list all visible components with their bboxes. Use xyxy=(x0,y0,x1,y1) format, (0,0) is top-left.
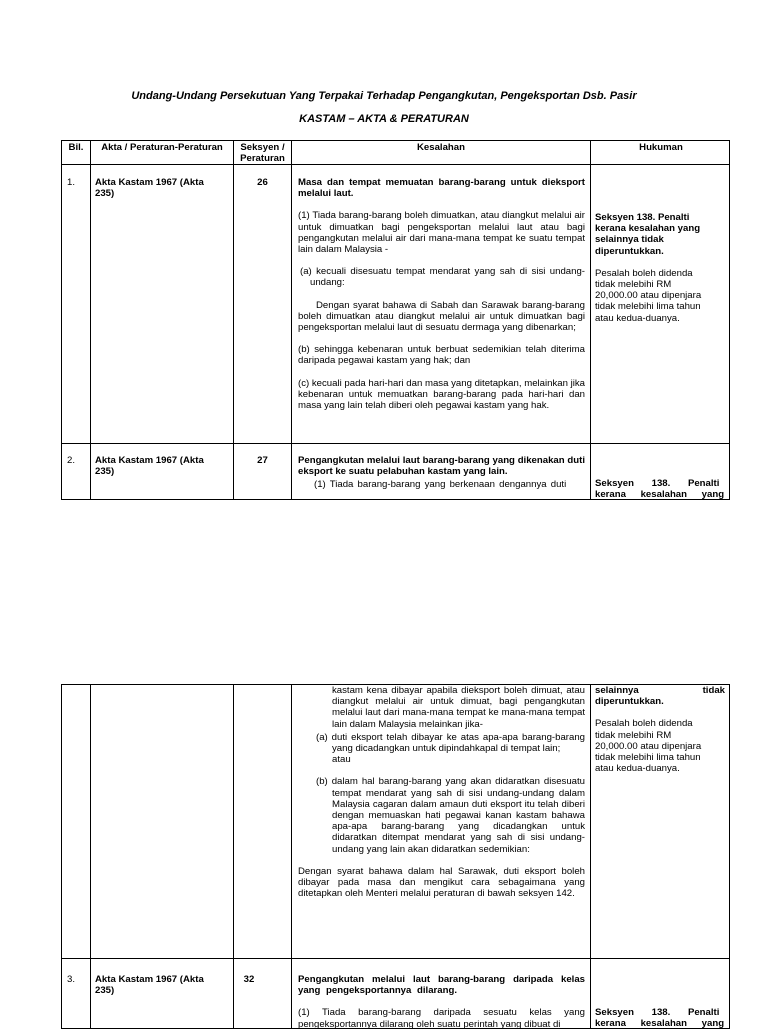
row1-heading: Masa dan tempat memuatan barang-barang untuk dieksport melalui laut. xyxy=(298,177,585,200)
row2-subsection-1-start: (1) Tiada barang-barang yang berkenaan dengannya duti xyxy=(314,479,567,491)
row2-kesalahan xyxy=(298,455,585,491)
row3-kesalahan xyxy=(298,974,585,1029)
header-akta: Akta / Peraturan-Peraturan xyxy=(101,142,223,153)
law-table-page-1 xyxy=(61,140,730,500)
law-table-page-2 xyxy=(61,684,730,1029)
row1-bil: 1. xyxy=(67,177,76,188)
row1-para-a: (a) kecuali disesuatu tempat mendarat yang sah di sisi undang-undang: xyxy=(300,266,585,289)
row2-para-a-atau: atau xyxy=(332,754,351,766)
row2-hukuman-cont-title: selainnya tidak diperuntukkan. xyxy=(595,685,725,708)
row2-hukuman-start: Seksyen 138. Penalti kerana kesalahan yang xyxy=(595,478,725,500)
row1-akta: Akta Kastam 1967 (Akta 235) xyxy=(95,177,204,200)
row1-hukuman xyxy=(595,212,713,324)
row2-proviso: Dengan syarat bahawa dalam hal Sarawak, duti eksport boleh dibayar pada masa dan mengikut cara sebagaimana yang ditetapkan oleh Menteri melalui peraturan di bawah seksyen 142. xyxy=(298,865,585,900)
row2-hukuman-cont xyxy=(595,685,725,774)
row1-seksyen: 26 xyxy=(257,177,268,188)
row1-hukuman-title: Seksyen 138. Penalti kerana kesalahan yang selainnya tidak diperuntukkan. xyxy=(595,212,701,257)
header-bil: Bil. xyxy=(68,142,84,153)
row3-subsection-1-start: (1) Tiada barang-barang daripada sesuatu kelas yang pengeksportannya dilarang oleh suatu perintah yang dibuat di xyxy=(298,1007,585,1029)
row3-akta: Akta Kastam 1967 (Akta 235) xyxy=(95,974,204,997)
row1-hukuman-text: Pesalah boleh didenda tidak melebihi RM 20,000.00 atau dipenjara tidak melebihi lima tahun atau kedua-duanya. xyxy=(595,267,702,324)
row3-seksyen: 32 xyxy=(243,974,255,985)
row1-para-b: (b) sehingga kebenaran untuk berbuat sedemikian telah diterima daripada pegawai kastam yang hak; dan xyxy=(298,344,585,367)
row3-bil: 3. xyxy=(67,974,76,985)
row2-akta: Akta Kastam 1967 (Akta 235) xyxy=(95,455,204,478)
row2-kesalahan-cont xyxy=(298,685,585,899)
row2-para-a: (a) duti eksport telah dibayar ke atas apa-apa barang-barang yang dicadangkan untuk dipindahkapal di tempat lain; xyxy=(316,731,585,755)
row3-heading: Pengangkutan melalui laut barang-barang daripada kelas yang pengeksportannya dilarang. xyxy=(298,974,585,997)
row2-seksyen: 27 xyxy=(257,455,268,466)
row2-heading: Pengangkutan melalui laut barang-barang yang dikenakan duti eksport ke suatu pelabuhan kastam yang lain. xyxy=(298,455,585,478)
header-seksyen: Seksyen / Peraturan xyxy=(240,142,285,165)
row2-bil: 2. xyxy=(67,455,76,466)
row1-subsection-1: (1) Tiada barang-barang boleh dimuatkan, atau diangkut melalui air untuk dimuatkan bagi pengeksportan melalui laut atau bagi pengangkutan melalui air dari mana-mana tempat ke suatu tempat lain dalam Malaysia - xyxy=(298,210,585,256)
row2-para-b: (b) dalam hal barang-barang yang akan didaratkan disesuatu tempat mendarat yang sah di sisi undang-undang dalam Malaysia cagaran dalam amaun duti eksport itu telah diberi dengan memuaskan hati pegawai kanan kastam bahawa apa-apa barang-barang yang dicadangkan untuk didaratkan ditempat mendarat yang sah di sisi undang-undang yang lain akan didaratkan sedemikian: xyxy=(316,776,585,855)
row1-kesalahan xyxy=(298,177,585,411)
header-kesalahan: Kesalahan xyxy=(417,142,465,153)
row1-proviso: Dengan syarat bahawa di Sabah dan Sarawak barang-barang boleh dimuatkan atau diangkut melalui air untuk dimuatkan bagi pengeksportan melalui laut di sesuatu dermaga yang dibenarkan; xyxy=(298,299,585,334)
document-title: Undang-Undang Persekutuan Yang Terpakai Terhadap Pengangkutan, Pengeksportan Dsb. Pasir xyxy=(131,90,637,102)
row3-hukuman-start: Seksyen 138. Penalti kerana kesalahan yang xyxy=(595,1007,725,1029)
row2-hukuman-text: Pesalah boleh didenda tidak melebihi RM 20,000.00 atau dipenjara tidak melebihi lima tahun atau kedua-duanya. xyxy=(595,718,702,775)
row1-para-c: (c) kecuali pada hari-hari dan masa yang ditetapkan, melainkan jika kebenaran untuk memuatkan barang-barang pada hari-hari dan masa yang lain telah diberi oleh pegawai kastam yang hak. xyxy=(298,377,585,412)
header-hukuman: Hukuman xyxy=(639,142,683,153)
row2-subsection-1-cont: kastam kena dibayar apabila dieksport boleh dimuat, atau diangkut melalui air untuk dimuat, bagi pengangkutan melalui laut dari mana-mana tempat ke mana-mana tempat lain dalam Malaysia melainkan jika- xyxy=(332,685,585,730)
document-subtitle: KASTAM – AKTA & PERATURAN xyxy=(299,113,469,125)
